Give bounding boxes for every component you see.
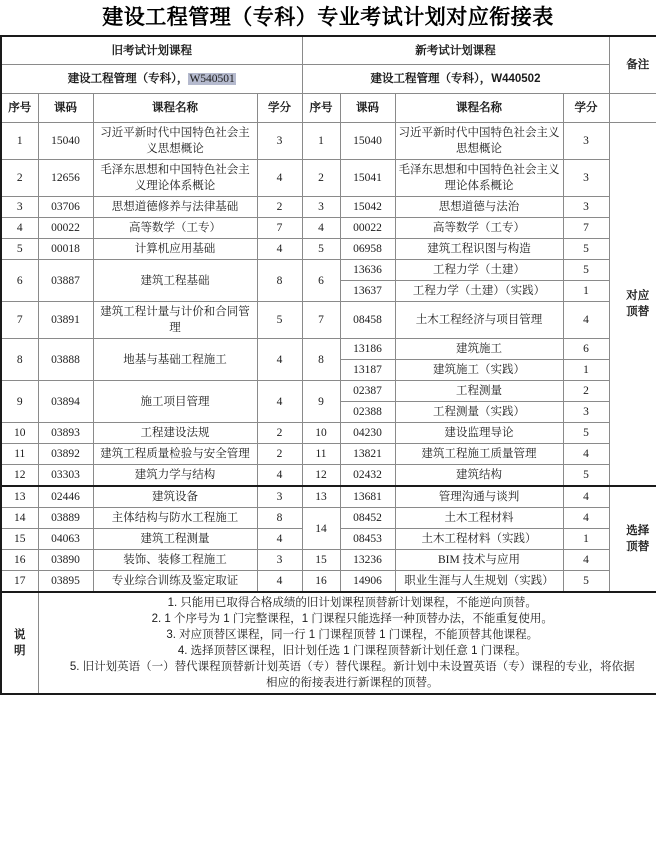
new-course-code: 15040 — [340, 123, 395, 160]
column-header-row — [1, 94, 656, 123]
table-row — [1, 465, 656, 487]
course-mapping-table — [0, 35, 656, 695]
new-course-credit: 4 — [563, 550, 609, 571]
note-item: 2. 1 个序号为 1 门完整课程，1 门课程只能选择一种顶替办法，不能重复使用。 — [151, 613, 553, 625]
col-header-old-credit: 学分 — [257, 94, 302, 123]
old-plan-code-selected[interactable]: W540501 — [189, 73, 235, 85]
old-course-seq: 6 — [1, 260, 38, 302]
old-course-name: 地基与基础工程施工 — [93, 339, 257, 381]
new-course-code: 15041 — [340, 160, 395, 197]
old-plan-group-header: 旧考试计划课程 — [1, 36, 302, 65]
new-course-code: 08453 — [340, 529, 395, 550]
header-group-row — [1, 36, 656, 65]
old-course-name: 习近平新时代中国特色社会主义思想概论 — [93, 123, 257, 160]
old-course-code: 03894 — [38, 381, 93, 423]
new-course-name: 土木工程材料 — [395, 508, 563, 529]
note-item: 4. 选择顶替区课程，旧计划任选 1 门课程顶替新计划任意 1 门课程。 — [177, 645, 527, 657]
new-course-credit: 4 — [563, 444, 609, 465]
old-course-code: 03706 — [38, 197, 93, 218]
note-item: 相应的衔接表进行新课程的顶替。 — [266, 677, 439, 689]
old-plan-name-cell — [1, 65, 302, 94]
new-course-credit: 7 — [563, 218, 609, 239]
new-course-code: 13637 — [340, 281, 395, 302]
old-course-seq: 17 — [1, 571, 38, 593]
old-course-credit: 4 — [257, 339, 302, 381]
new-course-seq: 7 — [302, 302, 340, 339]
note-item: 3. 对应顶替区课程，同一行 1 门课程顶替 1 门课程，不能顶替其他课程。 — [166, 629, 539, 641]
old-course-code: 03888 — [38, 339, 93, 381]
col-header-old-code: 课码 — [38, 94, 93, 123]
new-course-code: 15042 — [340, 197, 395, 218]
new-course-credit: 6 — [563, 339, 609, 360]
new-course-name: 建筑结构 — [395, 465, 563, 487]
note-item: 5. 旧计划英语（一）替代课程顶替新计划英语（专）替代课程。新计划中未设置英语（专）课程的专业，将依据 — [69, 661, 635, 673]
old-course-name: 主体结构与防水工程施工 — [93, 508, 257, 529]
col-header-new-credit: 学分 — [563, 94, 609, 123]
new-course-name: 工程力学（土建） — [395, 260, 563, 281]
new-course-credit: 3 — [563, 402, 609, 423]
col-header-old-seq: 序号 — [1, 94, 38, 123]
old-course-seq: 14 — [1, 508, 38, 529]
old-course-name: 高等数学（工专） — [93, 218, 257, 239]
note-item: 1. 只能用已取得合格成绩的旧计划课程顶替新计划课程，不能逆向顶替。 — [167, 597, 537, 609]
old-course-name: 计算机应用基础 — [93, 239, 257, 260]
table-row — [1, 123, 656, 160]
old-course-credit: 8 — [257, 508, 302, 529]
old-course-credit: 4 — [257, 381, 302, 423]
col-header-new-course: 课程名称 — [395, 94, 563, 123]
new-course-name: 毛泽东思想和中国特色社会主义理论体系概论 — [395, 160, 563, 197]
old-course-seq: 4 — [1, 218, 38, 239]
new-course-code: 06958 — [340, 239, 395, 260]
old-course-name: 建筑设备 — [93, 486, 257, 508]
new-course-seq: 10 — [302, 423, 340, 444]
table-row — [1, 571, 656, 593]
old-course-code: 03891 — [38, 302, 93, 339]
notes-label: 说 明 — [1, 592, 38, 694]
old-course-name: 建筑工程基础 — [93, 260, 257, 302]
new-course-credit: 5 — [563, 571, 609, 593]
table-row — [1, 197, 656, 218]
new-course-name: 工程测量 — [395, 381, 563, 402]
notes-body — [38, 592, 656, 694]
col-header-new-seq: 序号 — [302, 94, 340, 123]
old-course-credit: 4 — [257, 571, 302, 593]
new-course-name: 建筑工程识图与构造 — [395, 239, 563, 260]
new-course-name: 职业生涯与人生规划（实践） — [395, 571, 563, 593]
remark-header-spacer — [609, 94, 656, 123]
new-course-credit: 3 — [563, 160, 609, 197]
old-course-seq: 5 — [1, 239, 38, 260]
table-row — [1, 239, 656, 260]
new-course-credit: 1 — [563, 281, 609, 302]
table-row — [1, 444, 656, 465]
new-course-code: 00022 — [340, 218, 395, 239]
new-course-name: 建设监理导论 — [395, 423, 563, 444]
new-course-name: 建筑工程施工质量管理 — [395, 444, 563, 465]
new-course-seq: 8 — [302, 339, 340, 381]
old-plan-name: 建设工程管理（专科）， — [67, 73, 189, 85]
new-course-name: 管理沟通与谈判 — [395, 486, 563, 508]
new-course-seq: 15 — [302, 550, 340, 571]
new-course-code: 04230 — [340, 423, 395, 444]
old-course-credit: 5 — [257, 302, 302, 339]
new-course-credit: 4 — [563, 508, 609, 529]
new-course-code: 02387 — [340, 381, 395, 402]
old-course-seq: 7 — [1, 302, 38, 339]
new-course-code: 14906 — [340, 571, 395, 593]
old-course-code: 03890 — [38, 550, 93, 571]
new-course-code: 13186 — [340, 339, 395, 360]
old-course-credit: 4 — [257, 239, 302, 260]
old-course-name: 毛泽东思想和中国特色社会主义理论体系概论 — [93, 160, 257, 197]
new-course-credit: 1 — [563, 360, 609, 381]
old-course-seq: 3 — [1, 197, 38, 218]
old-course-code: 04063 — [38, 529, 93, 550]
old-course-credit: 2 — [257, 197, 302, 218]
new-course-credit: 5 — [563, 260, 609, 281]
old-course-credit: 3 — [257, 486, 302, 508]
table-row — [1, 160, 656, 197]
new-course-code: 13187 — [340, 360, 395, 381]
table-row — [1, 302, 656, 339]
new-course-seq: 9 — [302, 381, 340, 423]
table-row — [1, 339, 656, 360]
new-course-seq: 11 — [302, 444, 340, 465]
old-course-credit: 7 — [257, 218, 302, 239]
old-course-seq: 8 — [1, 339, 38, 381]
table-row — [1, 423, 656, 444]
old-course-code: 02446 — [38, 486, 93, 508]
new-course-name: 习近平新时代中国特色社会主义思想概论 — [395, 123, 563, 160]
new-course-seq: 6 — [302, 260, 340, 302]
old-course-name: 建筑工程计量与计价和合同管理 — [93, 302, 257, 339]
new-course-name: 高等数学（工专） — [395, 218, 563, 239]
new-course-code: 13681 — [340, 486, 395, 508]
old-course-code: 15040 — [38, 123, 93, 160]
new-course-credit: 1 — [563, 529, 609, 550]
new-course-name: 工程力学（土建）（实践） — [395, 281, 563, 302]
old-course-name: 专业综合训练及鉴定取证 — [93, 571, 257, 593]
old-course-seq: 9 — [1, 381, 38, 423]
table-row — [1, 508, 656, 529]
old-course-seq: 13 — [1, 486, 38, 508]
old-course-name: 建筑工程测量 — [93, 529, 257, 550]
table-row — [1, 381, 656, 402]
new-course-code: 08458 — [340, 302, 395, 339]
old-course-seq: 12 — [1, 465, 38, 487]
new-course-seq: 3 — [302, 197, 340, 218]
new-course-credit: 5 — [563, 423, 609, 444]
old-course-code: 03887 — [38, 260, 93, 302]
table-row — [1, 486, 656, 508]
new-course-credit: 4 — [563, 486, 609, 508]
new-plan-name: 建设工程管理（专科），W440502 — [370, 73, 541, 85]
notes-row — [1, 592, 656, 694]
new-course-code: 13636 — [340, 260, 395, 281]
new-course-seq: 1 — [302, 123, 340, 160]
old-course-code: 00022 — [38, 218, 93, 239]
old-course-name: 工程建设法规 — [93, 423, 257, 444]
new-course-seq: 16 — [302, 571, 340, 593]
old-course-seq: 15 — [1, 529, 38, 550]
col-header-new-code: 课码 — [340, 94, 395, 123]
old-course-name: 思想道德修养与法律基础 — [93, 197, 257, 218]
old-course-credit: 4 — [257, 160, 302, 197]
new-course-seq: 13 — [302, 486, 340, 508]
new-course-code: 02388 — [340, 402, 395, 423]
new-course-credit: 5 — [563, 239, 609, 260]
new-plan-group-header: 新考试计划课程 — [302, 36, 609, 65]
old-course-seq: 1 — [1, 123, 38, 160]
old-course-seq: 2 — [1, 160, 38, 197]
new-course-seq: 12 — [302, 465, 340, 487]
old-course-credit: 2 — [257, 444, 302, 465]
new-course-seq: 5 — [302, 239, 340, 260]
new-course-credit: 3 — [563, 123, 609, 160]
old-course-name: 装饰、装修工程施工 — [93, 550, 257, 571]
old-course-code: 03895 — [38, 571, 93, 593]
new-course-name: 建筑施工 — [395, 339, 563, 360]
plan-name-row — [1, 65, 656, 94]
old-course-code: 03892 — [38, 444, 93, 465]
new-course-name: 建筑施工（实践） — [395, 360, 563, 381]
old-course-seq: 11 — [1, 444, 38, 465]
new-course-code: 13236 — [340, 550, 395, 571]
col-header-old-course: 课程名称 — [93, 94, 257, 123]
new-course-credit: 4 — [563, 302, 609, 339]
old-course-seq: 10 — [1, 423, 38, 444]
new-course-name: 土木工程材料（实践） — [395, 529, 563, 550]
table-row — [1, 260, 656, 281]
new-course-code: 13821 — [340, 444, 395, 465]
old-course-name: 建筑力学与结构 — [93, 465, 257, 487]
old-course-credit: 2 — [257, 423, 302, 444]
old-course-seq: 16 — [1, 550, 38, 571]
new-course-seq: 4 — [302, 218, 340, 239]
old-course-name: 施工项目管理 — [93, 381, 257, 423]
new-course-name: 土木工程经济与项目管理 — [395, 302, 563, 339]
new-course-code: 08452 — [340, 508, 395, 529]
old-course-code: 03893 — [38, 423, 93, 444]
new-plan-name-cell — [302, 65, 609, 94]
old-course-credit: 3 — [257, 550, 302, 571]
remark-column-header: 备注 — [609, 36, 656, 94]
new-course-code: 02432 — [340, 465, 395, 487]
old-course-credit: 4 — [257, 465, 302, 487]
page-title: 建设工程管理（专科）专业考试计划对应衔接表 — [102, 6, 554, 29]
old-course-code: 12656 — [38, 160, 93, 197]
remark-optional: 选择 顶替 — [609, 486, 656, 592]
new-course-name: BIM 技术与应用 — [395, 550, 563, 571]
new-course-name: 思想道德与法治 — [395, 197, 563, 218]
new-course-credit: 2 — [563, 381, 609, 402]
old-course-code: 03303 — [38, 465, 93, 487]
old-course-credit: 4 — [257, 529, 302, 550]
table-row — [1, 218, 656, 239]
new-course-seq: 2 — [302, 160, 340, 197]
table-row — [1, 550, 656, 571]
new-course-seq: 14 — [302, 508, 340, 550]
new-course-credit: 5 — [563, 465, 609, 487]
old-course-credit: 8 — [257, 260, 302, 302]
old-course-name: 建筑工程质量检验与安全管理 — [93, 444, 257, 465]
remark-corresponding: 对应 顶替 — [609, 123, 656, 487]
old-course-code: 03889 — [38, 508, 93, 529]
old-course-credit: 3 — [257, 123, 302, 160]
new-course-name: 工程测量（实践） — [395, 402, 563, 423]
new-course-credit: 3 — [563, 197, 609, 218]
old-course-code: 00018 — [38, 239, 93, 260]
